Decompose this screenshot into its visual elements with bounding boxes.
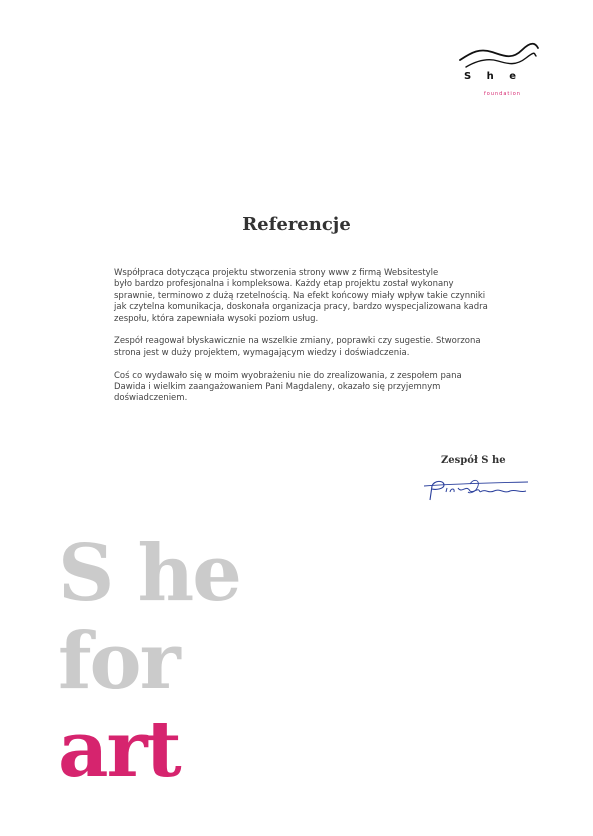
logo-subtitle: foundation: [484, 91, 521, 97]
slogan-line-3: art: [58, 704, 180, 795]
wave-logo-icon: [456, 38, 540, 72]
she-foundation-logo: [456, 38, 540, 100]
paragraph: Współpraca dotycząca projektu stworzenia strony www z firmą Websitestyle było bardzo profesjonalna i kompleksowa. Każdy etap projektu został wykonany sprawnie, terminowo z dużą rzetelnością. Na efekt końcowy miały wpływ takie czynniki jak czytelna komunikacja, doskonała organizacja pracy, bardzo wyspecjalizowana kadra zespołu, która zapewniała wysoki poziom usług.: [114, 268, 488, 324]
slogan: [58, 530, 240, 794]
reference-body: [114, 268, 518, 416]
paragraph: Coś co wydawało się w moim wyobrażeniu nie do zrealizowania, z zespołem pana Dawida i wielkim zaangażowaniem Pani Magdaleny, okazało się przyjemnym doświadczeniem.: [114, 370, 462, 404]
signature-label: Zespół S he: [441, 455, 506, 466]
document-title: Referencje: [242, 214, 351, 235]
slogan-line-1: S he: [58, 528, 240, 619]
paragraph: Zespół reagował błyskawicznie na wszelkie zmiany, poprawki czy sugestie. Stworzona strona jest w duży projektem, wymagającym wiedzy i doświadczenia.: [114, 336, 481, 358]
slogan-line-2: for: [58, 616, 179, 707]
handwritten-signature: [422, 474, 532, 508]
logo-name: S h e: [464, 71, 523, 82]
